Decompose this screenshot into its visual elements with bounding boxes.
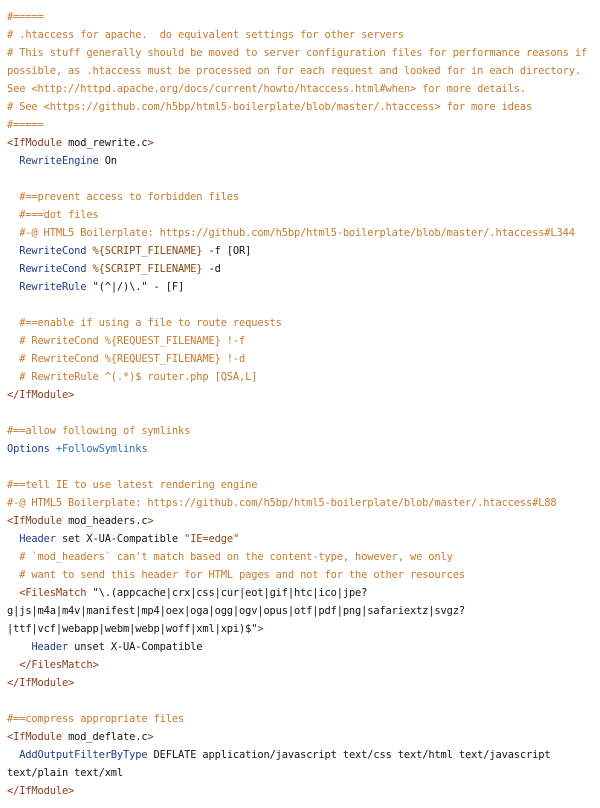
code-line [7,206,600,224]
tag-token: > [147,137,154,149]
directive-token: RewriteRule [19,281,87,293]
directive-token: Options [7,443,50,455]
text-token [7,353,19,365]
directive-token: Header [31,641,69,653]
text-token [7,155,19,167]
text-token: g|js|m4a|m4v|manifest|mp4|oex|oga|ogg|ogv|opus|otf|pdf|png|safariextz|svgz? [7,605,465,617]
code-line [7,602,600,620]
tag-token: <FilesMatch [19,587,93,599]
text-token [7,641,31,653]
code-line [7,242,600,260]
comment-token: # want to send this header for HTML pages and not for the other resources [19,569,465,581]
directive-token: RewriteEngine [19,155,99,167]
code-line [7,26,600,44]
directive-token: RewriteCond [19,263,87,275]
tag-token: <IfModule [7,515,69,527]
string-token: "IE=edge" [184,533,240,545]
code-line [7,620,600,638]
code-line [7,566,600,584]
text-token [7,749,19,761]
tag-token: > [147,515,154,527]
text-token [7,317,19,329]
comment-token: # `mod_headers` can't match based on the content-type, however, we only [19,551,453,563]
code-line [7,458,600,476]
code-line [7,404,600,422]
text-token [7,245,19,257]
code-line [7,134,600,152]
code-line [7,332,600,350]
comment-token: #===== [7,119,44,131]
text-token [7,335,19,347]
text-token [7,263,19,275]
code-line [7,638,600,656]
code-line [7,764,600,782]
comment-token: #==tell IE to use latest rendering engine [7,479,258,491]
code-line [7,170,600,188]
code-line [7,386,600,404]
comment-token: See <http://httpd.apache.org/docs/current/howto/htaccess.html#when> for more details. [7,83,526,95]
code-line [7,44,600,62]
code-line [7,710,600,728]
comment-token: #==compress appropriate files [7,713,185,725]
comment-token: #==allow following of symlinks [7,425,191,437]
code-line [7,260,600,278]
tag-token: </IfModule> [7,389,75,401]
code-line [7,98,600,116]
text-token: DEFLATE application/javascript text/css text/html text/javascript [147,749,551,761]
code-line [7,350,600,368]
code-line [7,116,600,134]
text-token: -f [OR] [202,245,252,257]
code-line [7,476,600,494]
text-token: -d [202,263,221,275]
text-token [7,209,19,221]
code-line [7,656,600,674]
tag-token: </IfModule> [7,677,75,689]
text-token: set X-UA-Compatible [55,533,185,545]
tag-token: <IfModule [7,137,69,149]
code-line [7,746,600,764]
code-line [7,278,600,296]
comment-token: # RewriteCond %{REQUEST_FILENAME} !-f [19,335,246,347]
code-line [7,80,600,98]
tag-token: > [147,731,154,743]
directive-token: AddOutputFilterByType [19,749,148,761]
comment-token: # RewriteRule ^(.*)$ router.php [QSA,L] [19,371,258,383]
text-token: text/plain text/xml [7,767,124,779]
text-token: unset X-UA-Compatible [68,641,203,653]
tag-token: <IfModule [7,731,69,743]
comment-token: #-@ HTML5 Boilerplate: https://github.com/h5bp/html5-boilerplate/blob/master/.htaccess#L344 [19,227,575,239]
text-token [7,569,19,581]
code-line [7,296,600,314]
code-line [7,440,600,458]
text-token [7,227,19,239]
text-token: "(^|/)\." - [F] [86,281,185,293]
code-line [7,584,600,602]
tag-token: </IfModule> [7,785,75,797]
text-token: "\.(appcache|crx|css|cur|eot|gif|htc|ico|jpe? [92,587,368,599]
text-token: |ttf|vcf|webapp|webm|webp|woff|xml|xpi)$" [7,623,258,635]
code-line [7,152,600,170]
text-token: mod_deflate.c [68,731,148,743]
text-token: mod_rewrite.c [68,137,148,149]
tag-token: </FilesMatch> [19,659,99,671]
comment-token: #===== [7,11,44,23]
text-token [7,281,19,293]
code-line [7,422,600,440]
comment-token: # See <https://github.com/h5bp/html5-boilerplate/blob/master/.htaccess> for more ideas [7,101,533,113]
text-token [7,587,19,599]
code-line [7,494,600,512]
comment-token: #-@ HTML5 Boilerplate: https://github.com/h5bp/html5-boilerplate/blob/master/.htaccess#L88 [7,497,557,509]
comment-token: possible, as .htaccess must be processed on for each request and looked for in each directory. [7,65,581,77]
text-token [7,533,19,545]
code-line [7,530,600,548]
option-token: +FollowSymlinks [55,443,148,455]
text-token [7,371,19,383]
code-line [7,314,600,332]
code-line [7,8,600,26]
comment-token: # .htaccess for apache. do equivalent settings for other servers [7,29,404,41]
comment-token: # This stuff generally should be moved to server configuration files for performance reasons if [7,47,588,59]
text-token: On [98,155,117,167]
directive-token: Header [19,533,56,545]
directive-token: RewriteCond [19,245,87,257]
text-token [7,191,19,203]
code-line [7,224,600,242]
comment-token: #==prevent access to forbidden files [19,191,240,203]
code-line [7,692,600,710]
code-line [7,782,600,800]
code-line [7,368,600,386]
code-line [7,728,600,746]
comment-token: #==enable if using a file to route requests [19,317,282,329]
string-token: %{SCRIPT_FILENAME} [92,263,203,275]
code-line [7,512,600,530]
comment-token: #===dot files [19,209,99,221]
text-token [7,551,19,563]
code-line [7,548,600,566]
code-line [7,674,600,692]
comment-token: # RewriteCond %{REQUEST_FILENAME} !-d [19,353,246,365]
text-token: mod_headers.c [68,515,148,527]
code-line [7,188,600,206]
tag-token: > [257,623,264,635]
string-token: %{SCRIPT_FILENAME} [92,245,203,257]
text-token [7,659,19,671]
code-line [7,62,600,80]
